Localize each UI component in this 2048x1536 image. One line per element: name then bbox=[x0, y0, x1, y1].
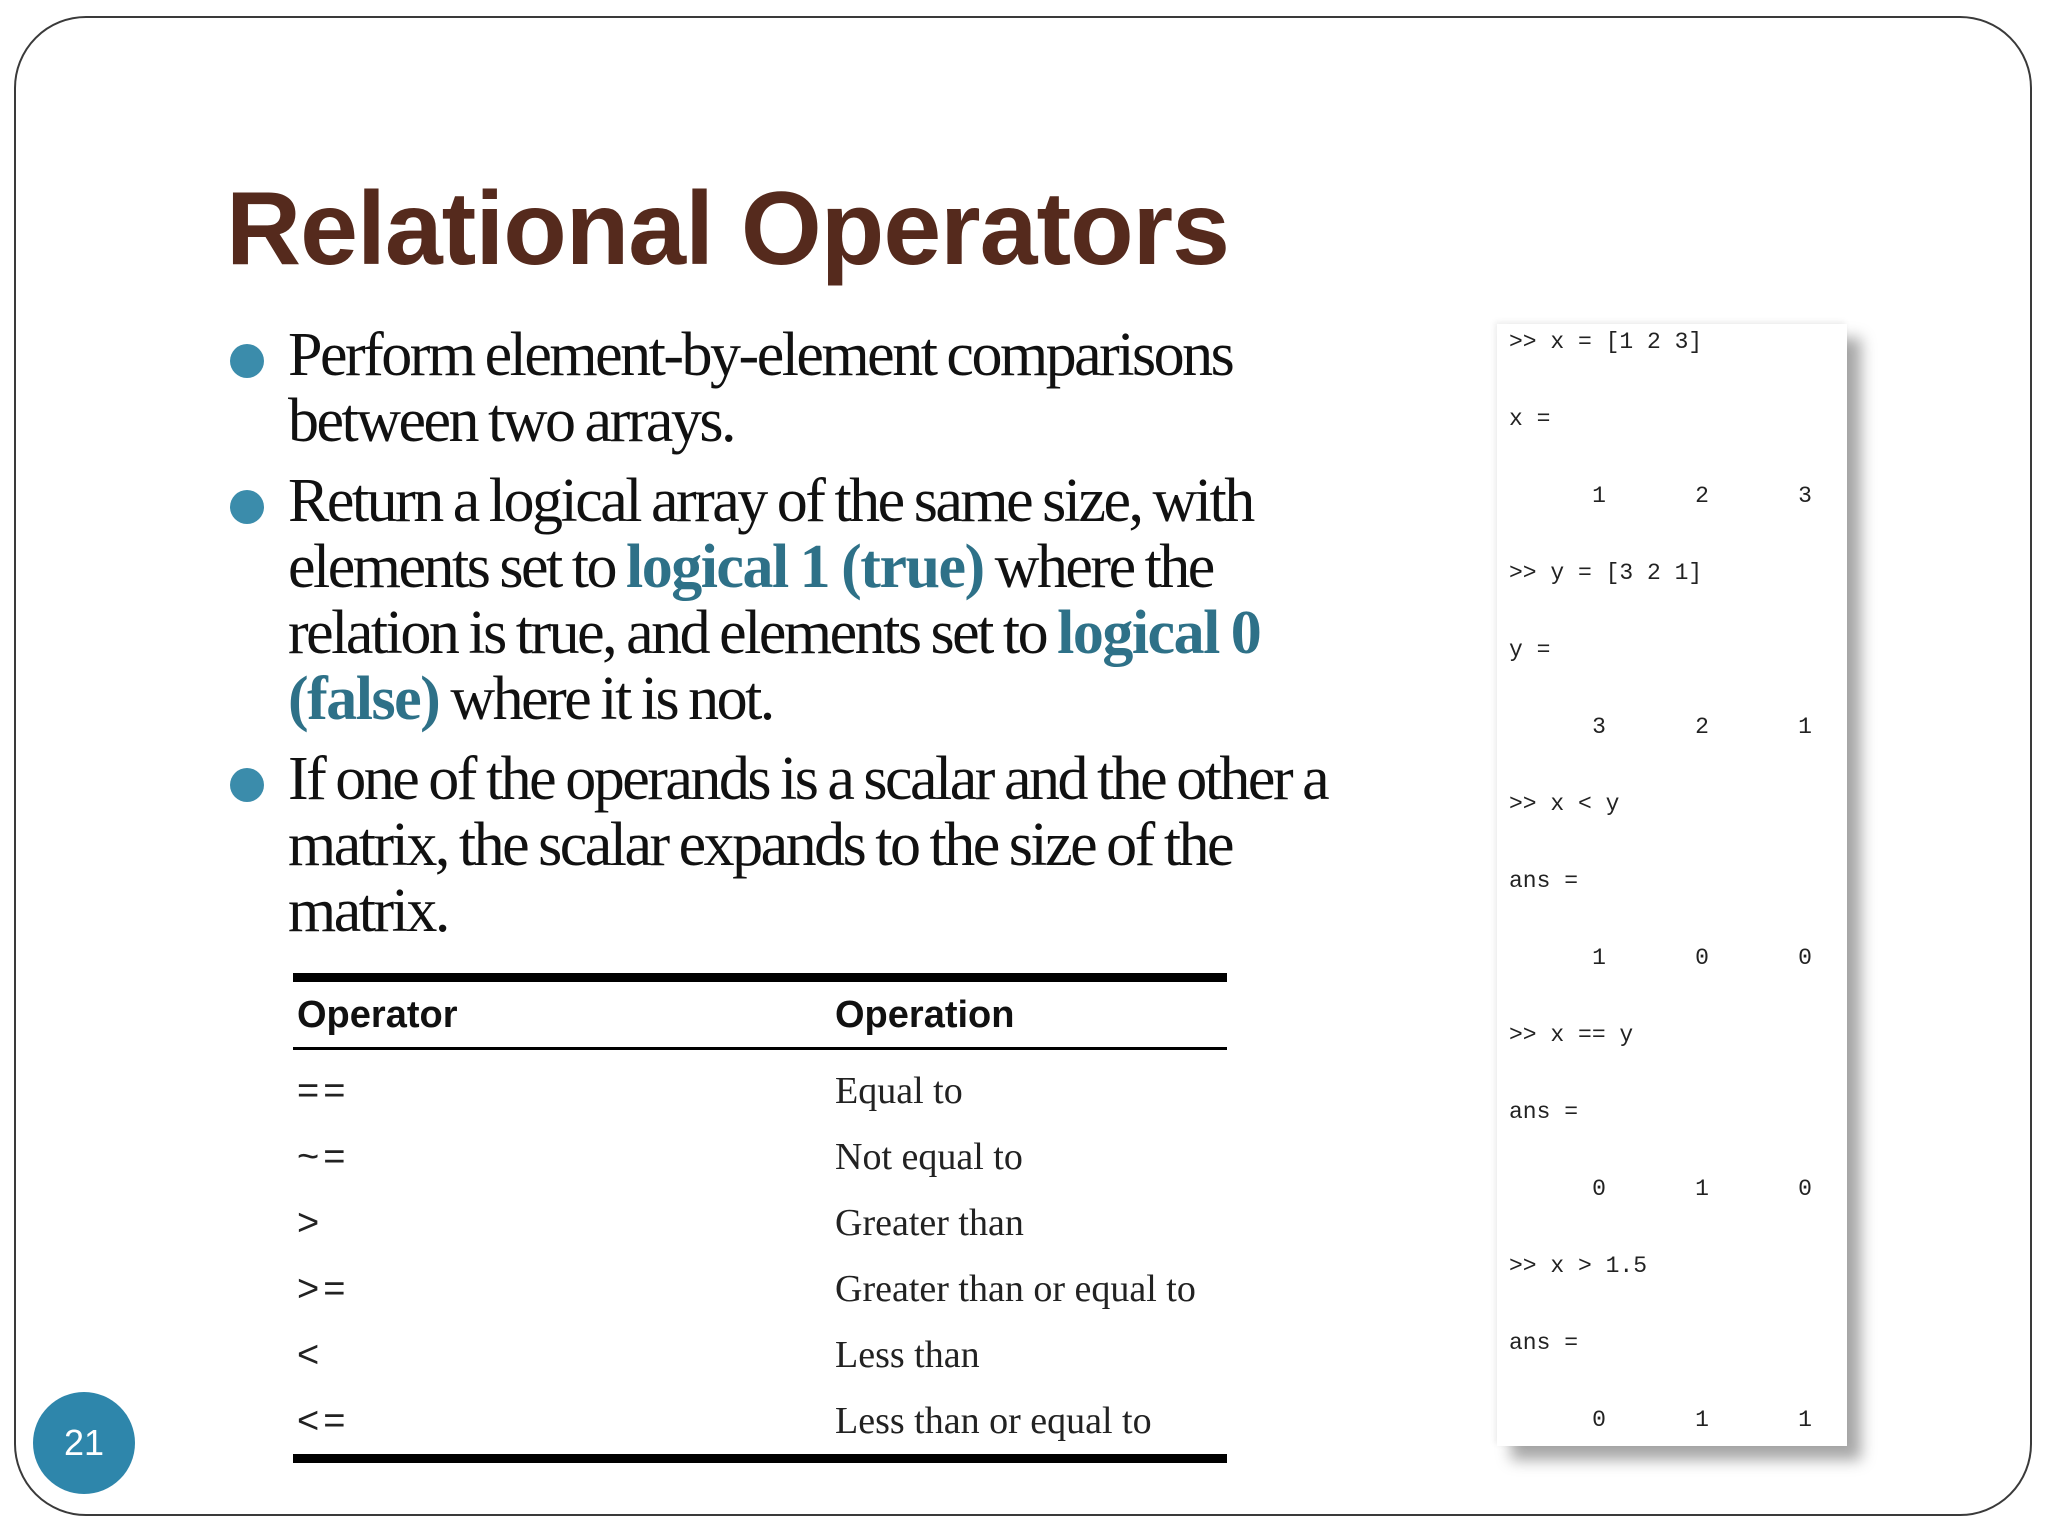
header-operation: Operation bbox=[831, 978, 1227, 1049]
slide-title: Relational Operators bbox=[226, 171, 1229, 287]
page-number-badge: 21 bbox=[33, 1392, 135, 1494]
console-output-row bbox=[1497, 1405, 1847, 1435]
console-label: ans = bbox=[1509, 1099, 1579, 1125]
operation-cell: Not equal to bbox=[835, 1136, 1023, 1178]
table-row bbox=[293, 1124, 1227, 1190]
console-command: >> x = [1 2 3] bbox=[1509, 329, 1703, 355]
console-command: >> x < y bbox=[1509, 791, 1620, 817]
console-value: 1 bbox=[1695, 1407, 1709, 1433]
console-label: ans = bbox=[1509, 1330, 1579, 1356]
console-label: x = bbox=[1509, 406, 1551, 432]
table-row bbox=[293, 1256, 1227, 1322]
console-command: >> x == y bbox=[1509, 1022, 1634, 1048]
operation-cell: Less than bbox=[835, 1334, 980, 1376]
bullet-dot-icon bbox=[230, 768, 264, 802]
operator-cell: ~= bbox=[297, 1135, 350, 1178]
console-command: >> x > 1.5 bbox=[1509, 1253, 1648, 1279]
bullet-item bbox=[226, 746, 1386, 944]
console-value: 2 bbox=[1695, 714, 1709, 740]
console-value: 0 bbox=[1592, 1407, 1606, 1433]
bullet-dot-icon bbox=[230, 490, 264, 524]
bullet-text: Perform element-by-element comparisons between two arrays. bbox=[288, 321, 1233, 455]
console-output-row bbox=[1497, 481, 1847, 511]
console-output-row bbox=[1497, 1174, 1847, 1204]
console-label: y = bbox=[1509, 637, 1551, 663]
table-row bbox=[293, 1388, 1227, 1459]
table-row bbox=[293, 1049, 1227, 1125]
table-row bbox=[293, 1190, 1227, 1256]
bullet-text bbox=[288, 467, 1260, 733]
bullet-dot-icon bbox=[230, 344, 264, 378]
console-value: 1 bbox=[1695, 1176, 1709, 1202]
bullet-item bbox=[226, 468, 1386, 732]
matlab-console-screenshot bbox=[1497, 324, 1847, 1446]
table-row bbox=[293, 1322, 1227, 1388]
console-value: 1 bbox=[1798, 714, 1812, 740]
bullet-text-part: where the relation is true, and elements set to bbox=[288, 533, 1213, 667]
table-header-row bbox=[293, 978, 1227, 1049]
console-value: 2 bbox=[1695, 483, 1709, 509]
operation-cell: Greater than or equal to bbox=[835, 1268, 1196, 1310]
console-value: 0 bbox=[1592, 1176, 1606, 1202]
operator-cell: <= bbox=[297, 1399, 350, 1442]
console-value: 3 bbox=[1592, 714, 1606, 740]
header-operator: Operator bbox=[293, 978, 831, 1049]
console-value: 0 bbox=[1798, 945, 1812, 971]
console-value: 1 bbox=[1592, 483, 1606, 509]
operation-cell: Greater than bbox=[835, 1202, 1024, 1244]
operators-table bbox=[293, 973, 1227, 1463]
console-value: 1 bbox=[1592, 945, 1606, 971]
operator-cell: >= bbox=[297, 1267, 350, 1310]
console-output-row bbox=[1497, 943, 1847, 973]
bullet-text-part: Return a logical array of the same size, with elements set to bbox=[288, 467, 1253, 601]
console-value: 0 bbox=[1798, 1176, 1812, 1202]
operation-cell: Equal to bbox=[835, 1070, 963, 1112]
operator-cell: == bbox=[297, 1069, 350, 1112]
bullet-text-part: where it is not. bbox=[439, 665, 773, 733]
bullet-item bbox=[226, 322, 1386, 454]
bullet-list bbox=[226, 322, 1386, 958]
operator-cell: > bbox=[297, 1201, 324, 1244]
operator-cell: < bbox=[297, 1333, 324, 1376]
console-label: ans = bbox=[1509, 868, 1579, 894]
console-value: 3 bbox=[1798, 483, 1812, 509]
highlight-false: logical 0 (false) bbox=[288, 599, 1261, 733]
console-value: 0 bbox=[1695, 945, 1709, 971]
operation-cell: Less than or equal to bbox=[835, 1400, 1152, 1442]
console-value: 1 bbox=[1798, 1407, 1812, 1433]
console-output-row bbox=[1497, 712, 1847, 742]
highlight-true: logical 1 (true) bbox=[625, 533, 984, 601]
bullet-text: If one of the operands is a scalar and the other a matrix, the scalar expands to the size of the matrix. bbox=[288, 745, 1328, 945]
console-command: >> y = [3 2 1] bbox=[1509, 560, 1703, 586]
